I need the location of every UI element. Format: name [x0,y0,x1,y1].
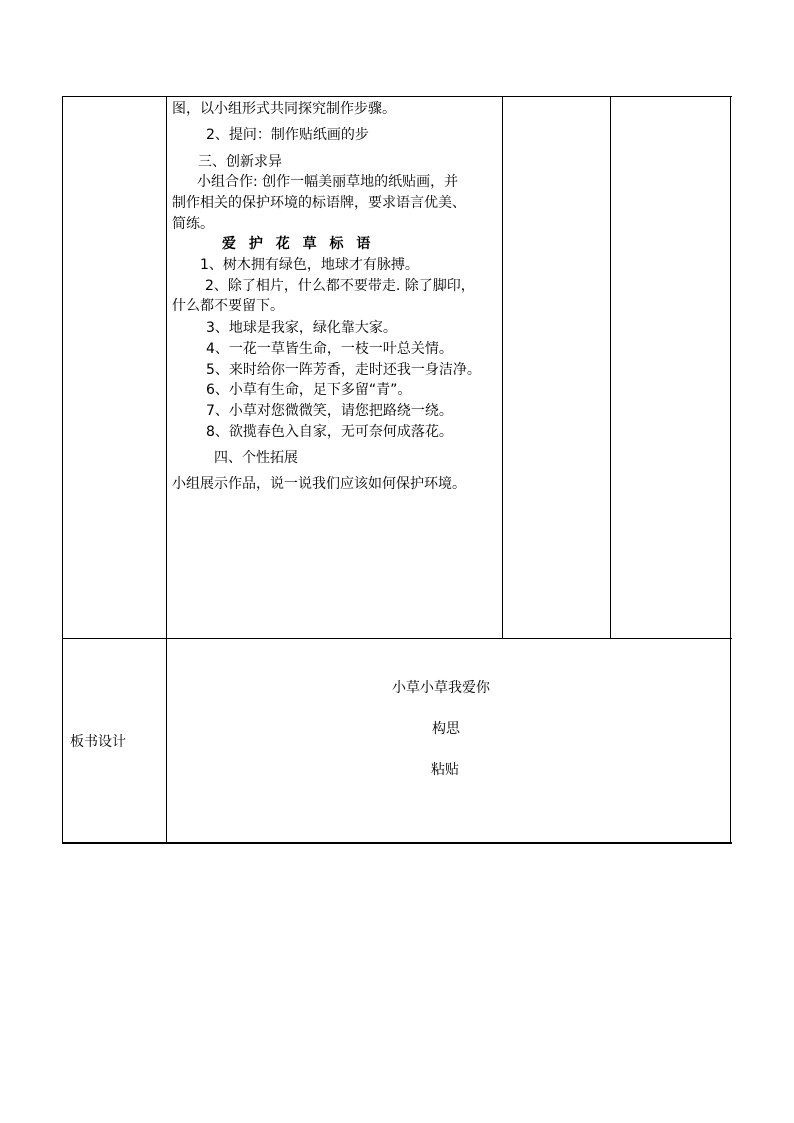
content-line: 小组合作: 创作一幅美丽草地的纸贴画，并 [197,174,459,190]
content-line: 2、提问：制作贴纸画的步 [206,127,369,143]
content-line: 图，以小组形式共同探究制作步骤。 [172,101,396,117]
board-design-label: 板书设计 [70,734,126,750]
table-row-divider [62,638,732,639]
slogan-item: 7、小草对您微微笑，请您把路绕一绕。 [206,403,453,419]
content-line: 制作相关的保护环境的标语牌，要求语言优美、 [172,195,466,211]
content-line: 小组展示作品，说一说我们应该如何保护环境。 [172,476,466,492]
section-heading: 四、个性拓展 [214,450,298,466]
table-left-border [62,96,63,843]
slogan-item: 6、小草有生命，足下多留“青”。 [206,382,412,398]
board-item: 构思 [432,721,460,737]
slogan-item: 5、来时给你一阵芳香，走时还我一身洁净。 [206,362,481,378]
content-line: 简练。 [172,216,214,232]
board-item: 粘贴 [431,762,459,778]
slogan-item-continuation: 什么都不要留下。 [172,298,284,314]
table-col-divider-2 [502,96,503,639]
slogan-item: 8、欲揽春色入自家，无可奈何成落花。 [206,424,453,440]
table-top-border [62,96,732,97]
table-col-divider-3 [610,96,611,639]
table-col-divider-1 [166,96,167,843]
slogan-item: 3、地球是我家，绿化靠大家。 [206,320,397,336]
table-bottom-border [62,842,732,844]
slogan-heading: 爱 护 花 草 标 语 [222,236,375,252]
slogan-item: 2、除了相片，什么都不要带走. 除了脚印， [205,278,475,294]
table-right-border [730,96,731,843]
board-title: 小草小草我爱你 [392,680,490,696]
slogan-item: 1、树木拥有绿色，地球才有脉搏。 [200,257,419,273]
slogan-item: 4、一花一草皆生命，一枝一叶总关情。 [206,341,453,357]
section-heading: 三、创新求异 [198,154,282,170]
